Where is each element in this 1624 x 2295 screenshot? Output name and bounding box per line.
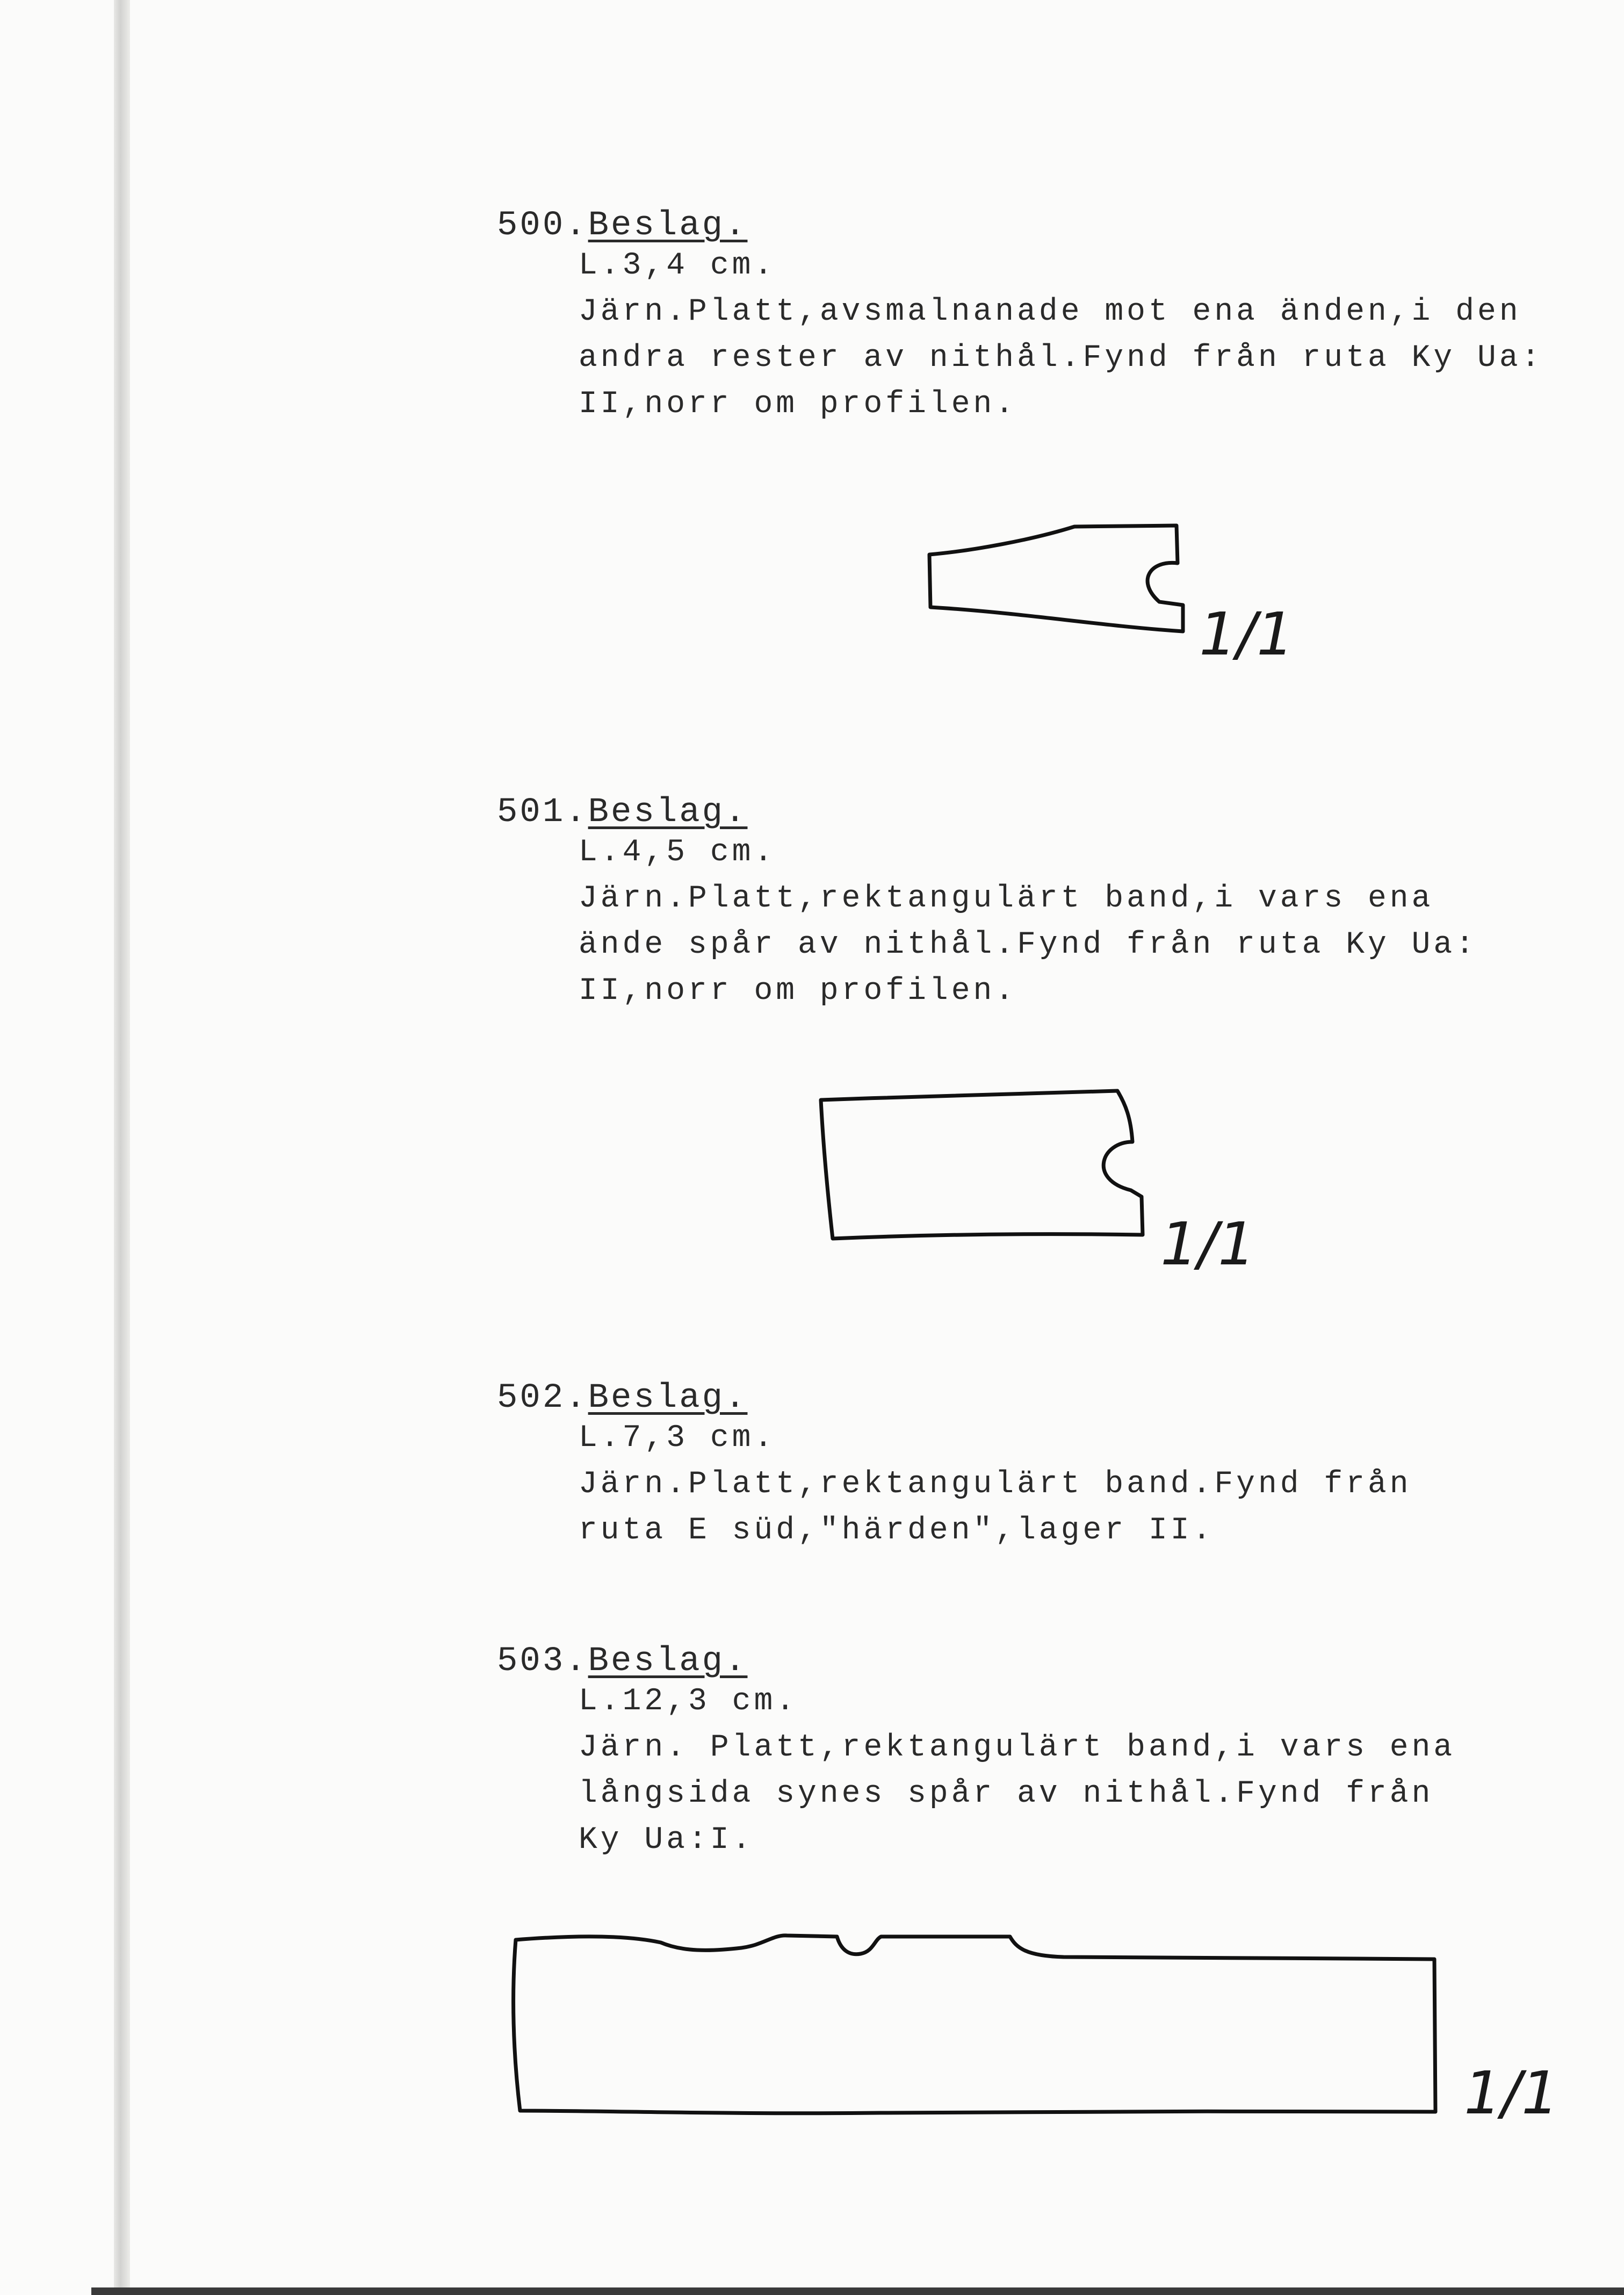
entry-text-line: Ky Ua:I. xyxy=(579,1823,754,1858)
entry-length: L.7,3 cm. xyxy=(579,1421,776,1456)
entry-text-line: långsida synes spår av nithål.Fynd från xyxy=(579,1776,1434,1811)
entry-description xyxy=(579,243,1543,428)
scale-label: 1/1 xyxy=(1464,2059,1560,2127)
entry-text-line: Järn.Platt,rektangulärt band.Fynd från xyxy=(579,1467,1412,1502)
entry-text-line: ände spår av nithål.Fynd från ruta Ky Ua: xyxy=(579,927,1478,962)
fitting-drawing-500 xyxy=(924,521,1182,639)
entry-description xyxy=(579,1679,1455,1864)
entry-heading xyxy=(497,208,1543,243)
entry-title: Beslag. xyxy=(588,206,748,245)
catalog-entry-502 xyxy=(497,1381,1412,1554)
entry-text-line: Järn.Platt,rektangulärt band,i vars ena xyxy=(579,881,1434,916)
entry-heading xyxy=(497,1379,1412,1418)
catalog-entry-501 xyxy=(497,795,1477,1015)
entry-number: 502. xyxy=(497,1379,588,1418)
catalog-entry-503 xyxy=(497,1644,1455,1864)
entry-number: 500. xyxy=(497,206,588,245)
catalog-entry-500 xyxy=(497,208,1543,428)
entry-number: 501. xyxy=(497,793,588,832)
scale-label: 1/1 xyxy=(1160,1210,1256,1278)
entry-text-line: andra rester av nithål.Fynd från ruta Ky Ua: xyxy=(579,341,1543,376)
entry-length: L.12,3 cm. xyxy=(579,1684,798,1719)
entry-heading xyxy=(497,795,1477,830)
entry-text-line: ruta E süd,"härden",lager II. xyxy=(579,1513,1215,1548)
entry-number: 503. xyxy=(497,1642,588,1681)
entry-text-line: II,norr om profilen. xyxy=(579,974,1017,1009)
binding-edge xyxy=(114,0,130,2295)
entry-text-line: II,norr om profilen. xyxy=(579,387,1017,422)
entry-title: Beslag. xyxy=(588,793,748,832)
entry-title: Beslag. xyxy=(588,1642,748,1681)
page-bottom-edge xyxy=(91,2287,1624,2295)
entry-description xyxy=(579,830,1477,1015)
fitting-drawing-503 xyxy=(505,1929,1440,2123)
entry-text-line: Järn.Platt,avsmalnanade mot ena änden,i den xyxy=(579,294,1521,329)
entry-length: L.4,5 cm. xyxy=(579,835,776,870)
entry-title: Beslag. xyxy=(588,1379,748,1418)
fitting-drawing-501 xyxy=(817,1083,1150,1244)
scale-label: 1/1 xyxy=(1199,600,1295,668)
entry-length: L.3,4 cm. xyxy=(579,248,776,283)
entry-description xyxy=(579,1415,1412,1554)
entry-text-line: Järn. Platt,rektangulärt band,i vars ena xyxy=(579,1730,1456,1765)
entry-heading xyxy=(497,1644,1455,1679)
